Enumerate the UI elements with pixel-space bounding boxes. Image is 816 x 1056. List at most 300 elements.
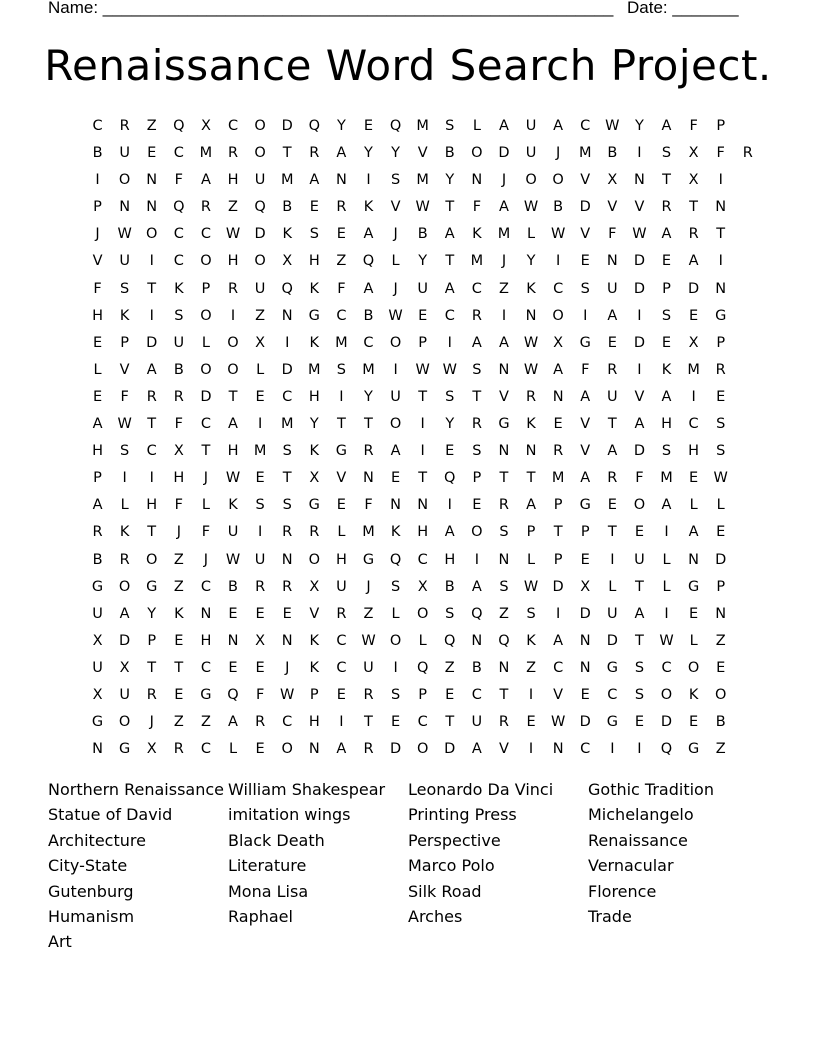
grid-letter: S [499, 578, 509, 595]
grid-letter: E [92, 388, 103, 405]
grid-letter: O [200, 253, 212, 270]
grid-letter: C [580, 118, 591, 134]
grid-letter: J [501, 172, 507, 189]
grid-letter: I [339, 714, 344, 731]
grid-letter: S [174, 307, 184, 324]
grid-letter: O [254, 118, 266, 134]
grid-letter: U [336, 578, 347, 595]
grid-letter: N [281, 632, 293, 649]
grid-letter: E [92, 334, 103, 351]
grid-letter: X [309, 578, 320, 595]
grid-letter: I [718, 253, 723, 270]
grid-letter: B [607, 145, 618, 162]
grid-letter: S [255, 497, 265, 514]
grid-letter: G [579, 497, 591, 514]
grid-letter: E [390, 714, 401, 731]
grid-letter: M [687, 361, 700, 378]
word-list-item: Michelangelo [588, 805, 694, 825]
grid-letter: Y [445, 172, 455, 189]
grid-letter: G [308, 497, 320, 514]
grid-letter: U [607, 388, 618, 405]
grid-letter: N [498, 551, 510, 568]
grid-letter: R [92, 524, 103, 541]
grid-letter: V [634, 199, 645, 216]
grid-letter: T [499, 686, 509, 703]
grid-letter: C [227, 118, 239, 134]
grid-letter: M [253, 443, 267, 460]
word-list-item: Renaissance [588, 830, 688, 850]
grid-letter: P [201, 280, 211, 297]
grid-letter: N [471, 632, 483, 649]
grid-letter: W [713, 470, 728, 487]
grid-letter: Q [444, 470, 456, 487]
word-list-item: William Shakespear [228, 780, 386, 799]
grid-letter: S [282, 497, 292, 514]
grid-letter: Z [444, 659, 455, 676]
grid-letter: B [471, 659, 482, 676]
grid-letter: I [230, 307, 236, 324]
grid-letter: K [282, 226, 292, 243]
grid-letter: T [364, 416, 373, 433]
grid-letter: R [607, 361, 618, 378]
grid-letter: L [527, 226, 536, 243]
grid-letter: S [445, 605, 455, 622]
grid-letter: M [362, 361, 375, 378]
grid-letter: T [364, 714, 373, 731]
word-list-item: Black Death [228, 830, 325, 850]
grid-letter: W [225, 470, 241, 487]
grid-letter: M [497, 226, 511, 243]
word-list-item: Printing Press [408, 805, 517, 825]
grid-letter: S [390, 172, 401, 189]
grid-letter: I [95, 172, 100, 189]
letter-grid [84, 113, 761, 763]
grid-letter: E [255, 388, 265, 405]
grid-letter: G [119, 741, 131, 758]
grid-letter: Q [362, 253, 375, 270]
grid-letter: Q [471, 605, 483, 622]
grid-row [84, 655, 761, 682]
grid-letter: I [610, 551, 615, 568]
grid-letter: P [553, 551, 563, 568]
grid-letter: J [95, 226, 100, 243]
grid-letter: C [200, 226, 211, 243]
grid-letter: C [173, 226, 184, 243]
grid-letter: S [526, 605, 536, 622]
grid-letter: W [659, 632, 674, 649]
grid-letter: M [362, 524, 375, 541]
grid-letter: I [447, 334, 452, 351]
grid-letter: I [691, 388, 696, 405]
grid-letter: E [282, 605, 292, 622]
word-list-item: Trade [588, 906, 632, 926]
grid-letter: N [200, 605, 212, 622]
grid-letter: B [363, 307, 374, 324]
grid-letter: W [550, 226, 566, 243]
grid-letter: A [661, 118, 672, 134]
grid-letter: T [526, 470, 536, 487]
grid-letter: O [227, 361, 239, 378]
grid-letter: T [174, 659, 184, 676]
grid-letter: Z [526, 659, 537, 676]
grid-letter: R [255, 714, 266, 731]
grid-letter: L [120, 497, 129, 514]
grid-letter: C [173, 253, 184, 270]
grid-row [84, 357, 761, 384]
grid-letter: W [605, 118, 620, 134]
grid-letter: T [147, 524, 157, 541]
grid-letter: E [607, 334, 617, 351]
grid-letter: H [92, 307, 103, 324]
grid-letter: H [227, 253, 239, 270]
grid-letter: K [119, 524, 130, 541]
grid-letter: J [203, 470, 209, 487]
grid-letter: F [364, 497, 373, 514]
grid-letter: W [523, 199, 539, 216]
grid-letter: M [416, 172, 429, 189]
grid-letter: I [528, 686, 534, 703]
grid-letter: E [255, 741, 265, 758]
grid-letter: X [200, 118, 211, 134]
grid-letter: S [390, 578, 401, 595]
grid-letter: O [633, 497, 646, 514]
grid-letter: H [200, 632, 212, 649]
grid-letter: K [309, 280, 320, 297]
grid-letter: A [498, 334, 509, 351]
grid-letter: M [308, 361, 321, 378]
grid-letter: O [389, 632, 402, 649]
grid-letter: I [257, 524, 263, 541]
grid-letter: T [689, 199, 699, 216]
word-column [48, 779, 228, 957]
grid-letter: I [637, 145, 642, 162]
word-list-item: Humanism [48, 906, 135, 926]
grid-letter: J [203, 551, 209, 568]
grid-letter: F [255, 686, 265, 703]
grid-letter: U [119, 145, 130, 162]
grid-letter: A [498, 118, 509, 134]
grid-letter: D [579, 714, 591, 731]
grid-letter: J [393, 280, 398, 297]
grid-letter: W [415, 199, 430, 216]
grid-letter: A [607, 443, 618, 460]
grid-letter: I [637, 741, 642, 758]
grid-letter: E [309, 199, 319, 216]
grid-letter: Q [173, 199, 185, 216]
grid-letter: F [581, 361, 590, 378]
grid-letter: R [227, 145, 239, 162]
grid-letter: F [472, 199, 482, 216]
grid-letter: O [118, 172, 131, 189]
grid-letter: E [580, 686, 590, 703]
grid-letter: C [363, 334, 374, 351]
grid-letter: M [199, 145, 213, 162]
grid-letter: B [92, 145, 103, 162]
grid-letter: N [92, 741, 103, 758]
grid-letter: K [390, 524, 401, 541]
grid-letter: U [363, 659, 374, 676]
grid-letter: C [553, 280, 564, 297]
grid-letter: T [445, 714, 455, 731]
grid-letter: E [661, 253, 672, 270]
grid-letter: I [447, 497, 452, 514]
word-list-item: Silk Road [408, 881, 482, 901]
grid-letter: X [553, 334, 564, 351]
grid-letter: A [661, 388, 672, 405]
grid-letter: E [716, 524, 726, 541]
grid-letter: L [472, 118, 481, 134]
grid-letter: C [200, 578, 211, 595]
grid-letter: O [714, 686, 727, 703]
grid-letter: T [445, 253, 455, 270]
grid-letter: O [552, 307, 564, 324]
grid-letter: W [225, 551, 241, 568]
grid-letter: T [336, 416, 346, 433]
grid-letter: Z [146, 118, 157, 134]
grid-letter: I [122, 470, 127, 487]
grid-letter: A [580, 470, 591, 487]
grid-letter: A [553, 632, 564, 649]
grid-letter: G [687, 578, 700, 595]
grid-letter: E [689, 605, 699, 622]
grid-letter: E [553, 416, 563, 433]
grid-letter: M [416, 118, 429, 134]
grid-letter: T [716, 226, 726, 243]
word-column [588, 779, 768, 957]
grid-letter: D [254, 226, 266, 243]
grid-letter: O [416, 741, 429, 758]
grid-letter: P [418, 334, 428, 351]
grid-letter: Z [715, 632, 726, 649]
grid-letter: O [118, 714, 131, 731]
grid-letter: Q [416, 659, 429, 676]
grid-letter: A [309, 172, 320, 189]
grid-letter: N [498, 361, 510, 378]
grid-letter: Z [228, 199, 238, 216]
grid-letter: C [471, 686, 482, 703]
grid-letter: E [445, 686, 455, 703]
grid-letter: Q [444, 632, 456, 649]
grid-letter: C [661, 659, 672, 676]
grid-letter: T [147, 416, 157, 433]
grid-letter: B [417, 226, 428, 243]
grid-letter: I [583, 307, 588, 324]
grid-letter: W [442, 361, 457, 378]
grid-letter: D [606, 632, 618, 649]
grid-letter: T [418, 388, 428, 405]
grid-letter: X [688, 145, 699, 162]
grid-letter: L [689, 497, 698, 514]
grid-letter: R [309, 145, 320, 162]
grid-letter: I [528, 741, 534, 758]
grid-letter: H [417, 524, 429, 541]
word-list-item: Northern Renaissance [48, 780, 225, 799]
grid-letter: O [227, 334, 239, 351]
grid-letter: H [227, 443, 239, 460]
grid-letter: E [580, 551, 590, 568]
grid-letter: T [634, 632, 644, 649]
grid-letter: G [146, 578, 158, 595]
grid-letter: T [228, 388, 238, 405]
grid-row [84, 384, 761, 411]
grid-row [84, 276, 761, 303]
grid-letter: N [606, 253, 618, 270]
grid-row [84, 574, 761, 601]
grid-letter: Y [418, 253, 428, 270]
grid-letter: R [553, 443, 564, 460]
grid-letter: V [119, 361, 130, 378]
grid-letter: F [635, 470, 644, 487]
grid-letter: N [308, 741, 320, 758]
grid-letter: B [715, 714, 726, 731]
grid-letter: Y [336, 118, 346, 134]
grid-letter: H [661, 416, 672, 433]
grid-letter: Y [391, 145, 400, 162]
grid-letter: N [552, 741, 564, 758]
grid-letter: A [200, 172, 211, 189]
grid-row [84, 194, 761, 221]
grid-letter: R [715, 361, 726, 378]
grid-letter: Q [498, 632, 510, 649]
grid-letter: I [610, 741, 615, 758]
grid-letter: P [120, 334, 130, 351]
grid-letter: X [119, 659, 130, 676]
grid-letter: I [664, 605, 669, 622]
grid-letter: E [607, 497, 617, 514]
grid-letter: E [472, 497, 482, 514]
grid-letter: R [119, 118, 130, 134]
word-list-item: Statue of David [48, 805, 173, 825]
grid-letter: R [498, 714, 509, 731]
grid-letter: N [417, 497, 429, 514]
grid-letter: L [662, 551, 671, 568]
grid-letter: T [662, 172, 671, 189]
grid-letter: V [417, 145, 428, 162]
grid-letter: C [417, 551, 428, 568]
grid-letter: Q [389, 118, 402, 134]
grid-letter: G [606, 714, 618, 731]
grid-letter: N [498, 659, 510, 676]
grid-letter: D [633, 253, 645, 270]
grid-letter: A [553, 361, 564, 378]
grid-letter: A [471, 578, 482, 595]
grid-letter: N [281, 551, 293, 568]
grid-letter: M [280, 416, 294, 433]
grid-letter: I [149, 253, 154, 270]
grid-letter: E [174, 632, 184, 649]
grid-letter: J [285, 659, 290, 676]
grid-letter: N [363, 470, 374, 487]
grid-letter: C [282, 388, 293, 405]
grid-row [84, 303, 761, 330]
grid-letter: R [173, 388, 184, 405]
grid-letter: Y [147, 605, 157, 622]
grid-letter: D [688, 280, 700, 297]
grid-row [84, 330, 761, 357]
grid-letter: A [228, 714, 238, 731]
grid-letter: J [366, 578, 371, 595]
grid-letter: X [173, 443, 184, 460]
grid-letter: T [607, 524, 617, 541]
grid-letter: I [420, 443, 425, 460]
grid-letter: O [200, 361, 212, 378]
grid-letter: D [552, 578, 564, 595]
grid-letter: E [716, 659, 726, 676]
grid-letter: E [634, 714, 644, 731]
grid-letter: E [255, 605, 265, 622]
grid-letter: R [146, 388, 157, 405]
grid-letter: F [716, 145, 725, 162]
grid-letter: N [498, 443, 510, 460]
grid-letter: Z [173, 714, 184, 731]
grid-letter: A [444, 524, 455, 541]
grid-letter: Q [660, 741, 673, 758]
grid-letter: O [146, 226, 158, 243]
grid-letter: G [606, 659, 618, 676]
grid-letter: D [200, 388, 212, 405]
grid-letter: U [92, 605, 103, 622]
grid-letter: T [472, 388, 482, 405]
grid-letter: E [526, 714, 536, 731]
grid-letter: M [470, 253, 484, 270]
grid-letter: O [389, 334, 402, 351]
grid-letter: F [689, 118, 698, 134]
grid-row [84, 709, 761, 736]
grid-letter: I [257, 416, 263, 433]
grid-letter: R [471, 416, 482, 433]
grid-row [84, 438, 761, 465]
grid-letter: D [633, 334, 645, 351]
grid-letter: B [173, 361, 184, 378]
grid-letter: D [579, 605, 591, 622]
grid-letter: L [418, 632, 427, 649]
grid-letter: E [255, 659, 265, 676]
grid-letter: I [420, 416, 425, 433]
grid-letter: E [336, 226, 346, 243]
grid-letter: X [92, 686, 103, 703]
grid-letter: K [661, 361, 672, 378]
grid-letter: T [201, 443, 211, 460]
grid-letter: D [281, 361, 293, 378]
grid-letter: W [550, 714, 566, 731]
grid-letter: Z [363, 605, 374, 622]
grid-letter: P [553, 497, 563, 514]
grid-letter: O [471, 524, 483, 541]
grid-row [84, 167, 761, 194]
grid-letter: C [146, 443, 157, 460]
word-list-item: Gothic Tradition [588, 780, 714, 799]
grid-letter: O [308, 551, 320, 568]
grid-letter: W [280, 686, 295, 703]
grid-letter: C [200, 741, 211, 758]
grid-letter: L [93, 361, 102, 378]
grid-letter: U [92, 659, 103, 676]
grid-letter: W [117, 226, 132, 243]
grid-row [84, 736, 761, 763]
grid-letter: C [200, 416, 211, 433]
grid-letter: C [92, 118, 103, 134]
grid-letter: P [93, 470, 102, 487]
grid-letter: Z [498, 605, 509, 622]
grid-letter: C [580, 741, 591, 758]
grid-letter: W [523, 578, 539, 595]
grid-letter: F [120, 388, 129, 405]
grid-letter: B [553, 199, 564, 216]
grid-letter: I [474, 551, 479, 568]
grid-letter: W [632, 226, 647, 243]
grid-letter: K [526, 632, 536, 649]
grid-letter: R [173, 741, 184, 758]
